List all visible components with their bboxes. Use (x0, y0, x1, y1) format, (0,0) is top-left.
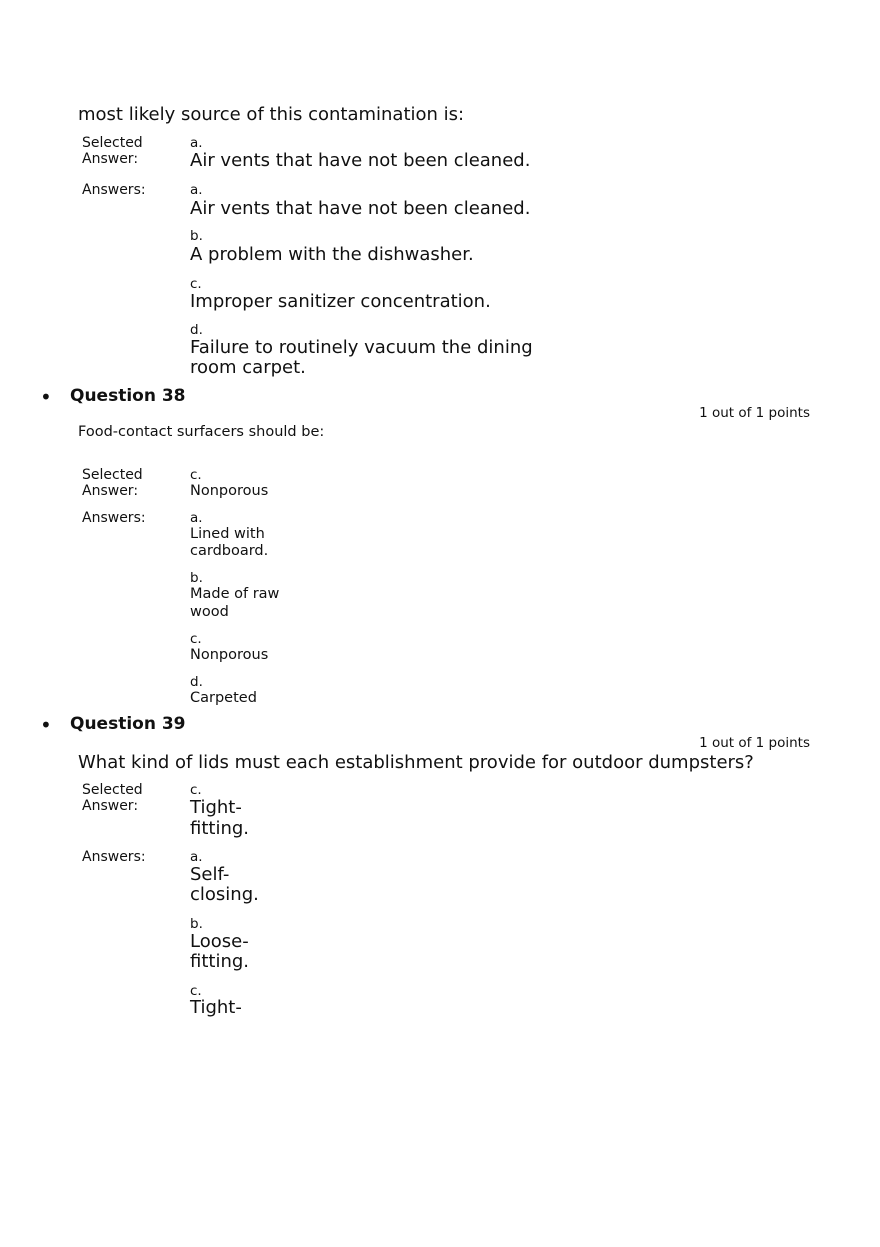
answer-option-text: cardboard. (190, 543, 269, 559)
question-39-text: What kind of lids must each establishment provide for outdoor dumpsters? (78, 752, 754, 773)
answer-option-letter: c. (190, 631, 202, 647)
answers-label: Answers: (82, 510, 146, 526)
answer-option-letter: d. (190, 322, 203, 338)
question-bullet: • (40, 385, 52, 409)
answers-label: Answers: (82, 849, 146, 865)
question-39-points: 1 out of 1 points (699, 735, 810, 751)
answers-label: Answers: (82, 182, 146, 198)
selected-answer-label: Selected (82, 135, 143, 151)
question-38-points: 1 out of 1 points (699, 405, 810, 421)
answer-option-letter: d. (190, 674, 203, 690)
answer-option-text: Tight- (190, 997, 242, 1018)
selected-answer-text: Air vents that have not been cleaned. (190, 150, 531, 171)
answer-option-letter: b. (190, 570, 203, 586)
answer-option-text: room carpet. (190, 357, 306, 378)
question-37-text: most likely source of this contamination is: (78, 104, 465, 125)
answer-option-letter: b. (190, 228, 203, 244)
answer-option-text: Nonporous (190, 647, 269, 663)
answer-option-text: closing. (190, 884, 259, 905)
answer-option-text: Made of raw (190, 586, 280, 602)
selected-answer-label: Selected (82, 782, 143, 798)
question-38-title: Question 38 (70, 386, 186, 406)
answer-option-letter: c. (190, 276, 202, 292)
answer-option-text: wood (190, 604, 229, 620)
question-bullet: • (40, 713, 52, 737)
answer-option-text: Air vents that have not been cleaned. (190, 198, 531, 219)
selected-answer-text: fitting. (190, 818, 250, 839)
selected-answer-letter: c. (190, 467, 202, 483)
selected-answer-label: Selected (82, 467, 143, 483)
answer-option-text: Carpeted (190, 690, 257, 706)
answer-option-text: fitting. (190, 951, 250, 972)
answer-option-text: Self- (190, 864, 230, 885)
answer-option-letter: a. (190, 510, 203, 526)
selected-answer-letter: a. (190, 135, 203, 151)
question-39-title: Question 39 (70, 714, 186, 734)
selected-answer-label: Answer: (82, 151, 139, 167)
selected-answer-text: Nonporous (190, 483, 269, 499)
answer-option-text: Improper sanitizer concentration. (190, 291, 491, 312)
answer-option-text: Lined with (190, 526, 265, 542)
question-38-text: Food-contact surfacers should be: (78, 424, 325, 440)
answer-option-text: Loose- (190, 931, 249, 952)
answer-option-text: Failure to routinely vacuum the dining (190, 337, 533, 358)
answer-option-letter: a. (190, 182, 203, 198)
answer-option-letter: a. (190, 849, 203, 865)
answer-option-text: A problem with the dishwasher. (190, 244, 474, 265)
answer-option-letter: c. (190, 983, 202, 999)
answer-option-letter: b. (190, 916, 203, 932)
selected-answer-text: Tight- (190, 797, 242, 818)
selected-answer-label: Answer: (82, 483, 139, 499)
selected-answer-label: Answer: (82, 798, 139, 814)
selected-answer-letter: c. (190, 782, 202, 798)
